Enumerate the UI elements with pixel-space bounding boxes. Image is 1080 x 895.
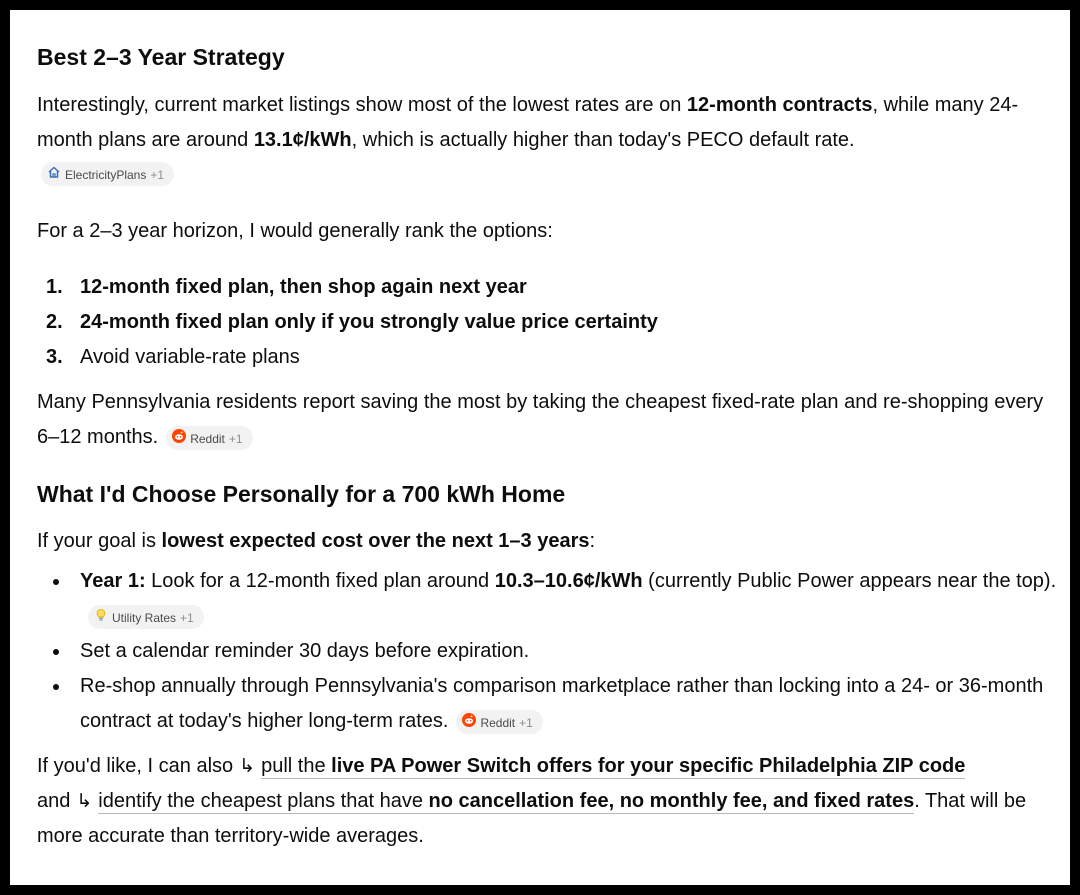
text: , which is actually higher than today's PECO default rate. (351, 129, 855, 151)
list-item (37, 305, 1057, 340)
list-item (37, 634, 1057, 669)
text: and (37, 790, 71, 812)
bullet (53, 649, 59, 655)
list-number: 1. (46, 276, 63, 298)
house-icon (47, 163, 61, 187)
bullet (53, 684, 59, 690)
response-panel (10, 10, 1070, 885)
source-label: Reddit (190, 431, 225, 446)
list-item (37, 669, 1057, 739)
ranking-list (37, 270, 1057, 375)
source-label: ElectricityPlans (65, 167, 147, 182)
source-label: Utility Rates (112, 610, 177, 625)
paragraph-goal (37, 524, 1057, 559)
emphasis-followup: no cancellation fee, no monthly fee, and fixed rates (428, 790, 915, 812)
text: Interestingly, current market listings show most of the lowest rates are on (37, 94, 687, 116)
text: , while many 24-month plans are around (37, 94, 1019, 151)
list-number: 2. (46, 311, 63, 333)
bullet (53, 579, 59, 585)
followup-cheapest-plans[interactable] (70, 790, 914, 812)
text: pull the (261, 755, 332, 777)
source-chip-reddit[interactable] (166, 426, 252, 450)
text: If you'd like, I can also (37, 755, 234, 777)
paragraph-market-listings (37, 88, 1057, 158)
reddit-icon (172, 427, 186, 451)
list-item-text: Set a calendar reminder 30 days before expiration. (80, 640, 530, 662)
list-item (37, 340, 1057, 375)
source-count: +1 (228, 431, 243, 446)
reddit-icon (462, 711, 476, 735)
emphasis-followup: live PA Power Switch offers for your specific Philadelphia ZIP code (331, 755, 966, 777)
source-chip-reddit[interactable] (456, 710, 542, 734)
followup-zip-offers[interactable] (233, 755, 965, 777)
emphasis-rate: 13.1¢/kWh (253, 129, 352, 151)
recommendation-list (37, 564, 1057, 739)
list-item-text: 12-month fixed plan, then shop again next year (80, 276, 527, 298)
emphasis-year1: Year 1: (80, 570, 146, 592)
text: Look for a 12-month fixed plan around (145, 570, 495, 592)
paragraph-horizon: For a 2–3 year horizon, I would generally rank the options: (37, 220, 553, 242)
followup-text (261, 755, 965, 779)
followup-arrow-icon: ↳ (76, 791, 93, 812)
source-count: +1 (150, 167, 165, 182)
source-label: Reddit (480, 715, 516, 730)
list-item-text: Re-shop annually through Pennsylvania's comparison marketplace rather than locking into a 24- or 36-month contract at today's higher long-term rates. (80, 675, 1044, 732)
emphasis-goal: lowest expected cost over the next 1–3 years (161, 530, 590, 552)
emphasis-12-month: 12-month contracts (686, 94, 873, 116)
lightbulb-icon (94, 606, 108, 630)
source-count: +1 (180, 610, 194, 625)
list-item (37, 564, 1057, 634)
text: If your goal is (37, 530, 162, 552)
followup-arrow-icon: ↳ (239, 756, 256, 777)
followup-text (98, 790, 914, 814)
source-chip-utility-rates[interactable] (88, 605, 204, 629)
source-chip-electricityplans[interactable] (41, 162, 174, 186)
heading-strategy: Best 2–3 Year Strategy (37, 44, 285, 70)
heading-personal-choice: What I'd Choose Personally for a 700 kWh Home (37, 481, 566, 507)
text: : (589, 530, 596, 552)
emphasis-rate-range: 10.3–10.6¢/kWh (494, 570, 643, 592)
list-item-text: 24-month fixed plan only if you strongly value price certainty (80, 311, 658, 333)
text: (currently Public Power appears near the top). (642, 570, 1057, 592)
list-number: 3. (46, 346, 63, 368)
text: Many Pennsylvania residents report saving the most by taking the cheapest fixed-rate plan and re-shopping every 6–12 months. (37, 391, 1044, 448)
text: . That will be more accurate than territory-wide averages. (37, 790, 1027, 847)
text: identify the cheapest plans that have (98, 790, 429, 812)
list-item (37, 270, 1057, 305)
paragraph-closing (37, 749, 1057, 854)
paragraph-residents (37, 385, 1057, 455)
source-count: +1 (519, 715, 533, 730)
list-item-text: Avoid variable-rate plans (80, 346, 300, 368)
